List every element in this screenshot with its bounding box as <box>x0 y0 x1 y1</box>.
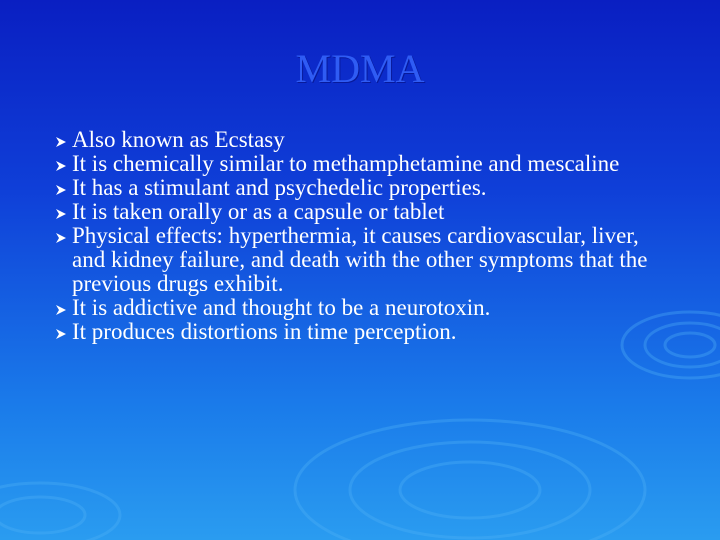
bullet-text: Also known as Ecstasy <box>72 127 285 152</box>
arrowhead-bullet-icon <box>55 328 67 340</box>
arrowhead-bullet-icon <box>55 304 67 316</box>
bullet-item <box>55 176 655 200</box>
bullet-text: It produces distortions in time perception. <box>72 319 457 344</box>
bullet-list <box>55 128 655 344</box>
bullet-item <box>55 128 655 152</box>
arrowhead-bullet-icon <box>55 208 67 220</box>
bullet-item <box>55 224 655 296</box>
bullet-item <box>55 296 655 320</box>
bullet-text: It is chemically similar to methamphetamine and mescaline <box>72 151 620 176</box>
arrowhead-bullet-icon <box>55 160 67 172</box>
bullet-item <box>55 152 655 176</box>
bullet-text: Physical effects: hyperthermia, it causes cardiovascular, liver, and kidney failure, and death with the other symptoms that the previous drugs exhibit. <box>72 223 648 296</box>
bullet-item <box>55 320 655 344</box>
arrowhead-bullet-icon <box>55 232 67 244</box>
slide-title: MDMA <box>295 46 425 91</box>
bullet-text: It is taken orally or as a capsule or tablet <box>72 199 445 224</box>
arrowhead-bullet-icon <box>55 184 67 196</box>
bullet-text: It is addictive and thought to be a neurotoxin. <box>72 295 491 320</box>
bullet-item <box>55 200 655 224</box>
arrowhead-bullet-icon <box>55 136 67 148</box>
bullet-text: It has a stimulant and psychedelic properties. <box>72 175 487 200</box>
